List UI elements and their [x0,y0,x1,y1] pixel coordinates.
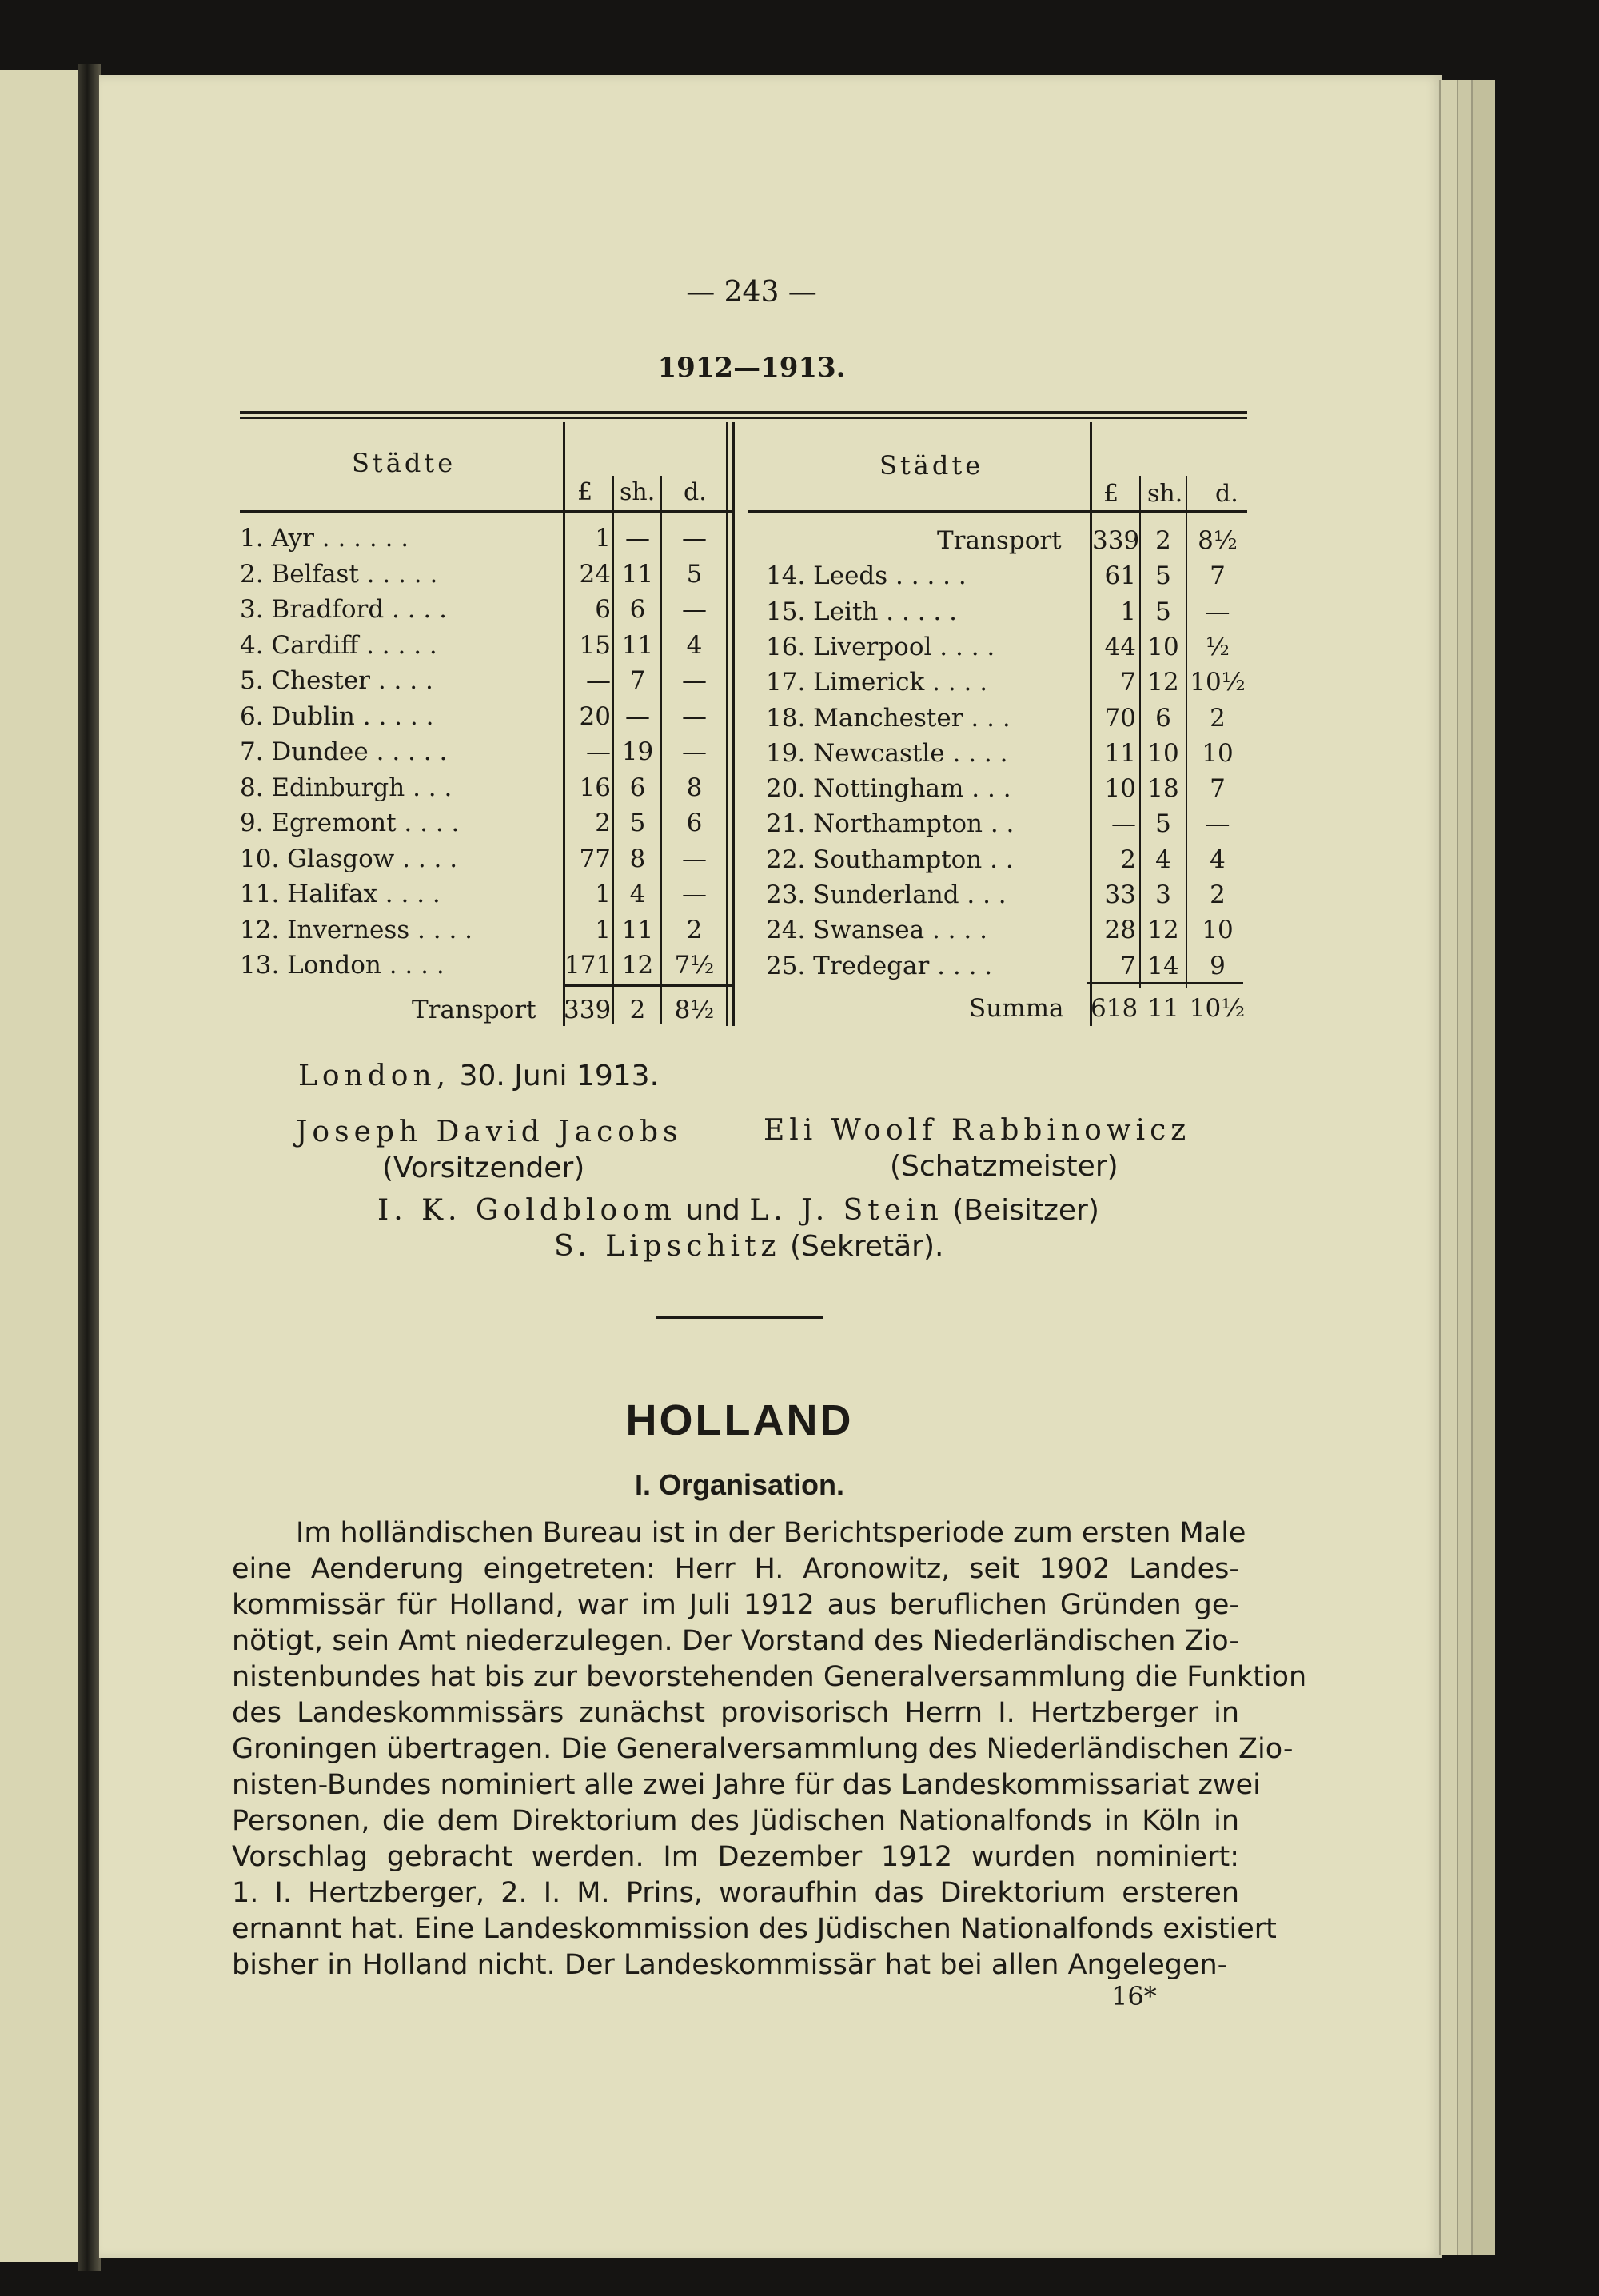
left-page-edge [0,70,80,2262]
table-cell-pound: 339 [1092,526,1140,555]
table-row-label: 18. Manchester . . . [766,703,1011,733]
table-row-label: 11. Halifax . . . . [240,880,441,908]
table-cell-shilling: 11 [621,915,654,944]
table-cell-pound: 1 [595,524,611,553]
role-vorsitzender: (Vorsitzender) [382,1152,585,1184]
table-row-label: 8. Edinburgh . . . [240,773,453,802]
summa-pence: 10½ [1189,994,1246,1023]
paragraph-line: Im holländischen Bureau ist in der Berichtsperiode zum ersten Male [296,1517,1246,1549]
table-middle-rule [732,422,735,1026]
role-sekretaer: (Sekretär). [789,1230,944,1263]
und: und [685,1194,740,1227]
table-cell-pound: 44 [1104,632,1136,661]
table-cell-pound: 7 [1120,951,1136,980]
table-row-label: 6. Dublin . . . . . [240,701,434,731]
table-cell-pence: ½ [1205,632,1230,661]
table-cell-pound: 15 [579,630,611,660]
table-cell-pound: 77 [579,844,611,873]
signature-stein: L. J. Stein [749,1194,943,1227]
table-row-label: 15. Leith . . . . . [766,597,957,626]
table-cell-pound: 28 [1104,916,1136,945]
table-row-label: 20. Nottingham . . . [766,774,1011,804]
table-cell-pound: 20 [579,701,611,731]
table-row-label: 24. Swansea . . . . [766,916,987,945]
table-row-label: 14. Leeds . . . . . [766,561,967,591]
table-cell-shilling: 7 [629,666,646,695]
table-row-label: 17. Limerick . . . . [766,668,988,697]
table-cell-pence: — [1205,809,1230,839]
paragraph-line: nistenbundes hat bis zur bevorstehenden Generalversammlung die Funktion [232,1661,1307,1693]
table-cell-shilling: 6 [1155,703,1171,733]
paragraph-line: bisher in Holland nicht. Der Landeskommissär hat bei allen Angelegen- [232,1949,1228,1981]
page-edge [1471,80,1495,2255]
table-cell-pence: — [682,524,707,553]
table-cell-pound: — [586,737,611,766]
page-number: — 243 — [686,276,817,309]
place: London, [298,1060,451,1092]
table-cell-pound: 1 [1120,597,1136,626]
table-cell-pound: — [586,666,611,695]
section-divider [656,1316,823,1319]
table-cell-pence: — [1205,597,1230,626]
table-cell-shilling: 3 [1155,880,1171,909]
subtotal-rule-left [564,984,732,987]
table-row-label: 5. Chester . . . . [240,666,433,695]
table-cell-shilling: 5 [1155,809,1171,839]
table-cell-pence: 7½ [674,951,715,980]
table-cell-pound: 1 [595,915,611,944]
subtotal-rule-right [1087,982,1243,984]
signature-line-sekretaer [554,1230,943,1263]
table-row-label: Transport [937,526,1062,555]
table-cell-pound: 10 [1104,774,1136,804]
table-row-label: 13. London . . . . [240,951,445,980]
table-cell-pence: 2 [1210,703,1226,733]
table-cell-shilling: 5 [1155,597,1171,626]
table-middle-rule [726,422,728,1026]
signature-rabbinowicz: Eli Woolf Rabbinowicz [764,1114,1191,1147]
paragraph-line: 1. I. Hertzberger, 2. I. M. Prins, woraufhin das Direktorium ersteren [232,1877,1239,1909]
table-cell-shilling: 12 [1147,668,1179,697]
left-transport-label: Transport [412,996,536,1024]
header-shilling-right: sh. [1147,480,1183,508]
table-cell-pence: 2 [686,915,703,944]
year-heading: 1912—1913. [657,352,846,384]
paragraph-line: des Landeskommissärs zunächst provisorisch Herrn I. Hertzberger in [232,1697,1239,1729]
table-cell-shilling: 11 [621,630,654,660]
summa-shilling: 11 [1147,994,1179,1023]
table-row-label: 23. Sunderland . . . [766,880,1007,909]
table-cell-pence: — [682,701,707,731]
table-cell-pence: 8½ [1198,526,1238,555]
header-staedte-right: Städte [879,450,984,481]
role-beisitzer: (Beisitzer) [952,1194,1099,1227]
table-cell-pound: 171 [564,951,612,980]
table-row-label: 10. Glasgow . . . . [240,844,458,873]
left-transport-pence: 8½ [674,996,715,1024]
table-cell-shilling: 4 [629,880,646,908]
table-cell-shilling: 6 [629,595,646,624]
table-cell-pence: — [682,844,707,873]
table-cell-pence: 7 [1210,774,1226,804]
table-cell-shilling: 6 [629,773,646,802]
table-cell-shilling: — [625,701,650,731]
table-cell-pound: 70 [1104,703,1136,733]
left-transport-shilling: 2 [629,996,646,1024]
table-cell-pence: 7 [1210,561,1226,591]
header-pence-right: d. [1215,480,1238,508]
table-cell-pence: 8 [686,773,703,802]
table-cell-shilling: 10 [1147,738,1179,768]
header-staedte-left: Städte [352,448,457,478]
header-shilling-left: sh. [620,478,656,506]
table-cell-shilling: 18 [1147,774,1179,804]
table-top-rule [240,417,1247,419]
table-row-label: 9. Egremont . . . . [240,809,460,837]
table-cell-shilling: 12 [1147,916,1179,945]
table-row-label: 22. Southampton . . [766,845,1014,874]
table-row-label: 19. Newcastle . . . . [766,738,1008,768]
section-title: HOLLAND [625,1396,854,1444]
table-cell-shilling: 11 [621,559,654,589]
table-cell-pound: 1 [595,880,611,908]
table-cell-pound: 61 [1104,561,1136,591]
signature-line-beisitzer [377,1194,1099,1227]
table-cell-pence: — [682,595,707,624]
table-cell-pence: 6 [686,809,703,837]
table-cell-pence: 10 [1202,738,1234,768]
header-rule-right [748,510,1247,513]
table-cell-pence: 9 [1210,951,1226,980]
place-date [298,1060,659,1092]
table-cell-pound: 33 [1104,880,1136,909]
table-row-label: 3. Bradford . . . . [240,595,447,624]
header-rule-left [240,510,732,513]
table-cell-shilling: 5 [629,809,646,837]
table-cell-pence: — [682,737,707,766]
left-transport-pound: 339 [564,996,612,1024]
paragraph-line: kommissär für Holland, war im Juli 1912 aus beruflichen Gründen ge- [232,1589,1239,1621]
table-row-label: 25. Tredegar . . . . [766,951,993,980]
paragraph-line: nötigt, sein Amt niederzulegen. Der Vorstand des Niederländischen Zio- [232,1625,1239,1657]
signature-jacobs: Joseph David Jacobs [296,1116,683,1148]
table-cell-pound: 2 [1120,845,1136,874]
table-cell-pence: 4 [1210,845,1226,874]
table-cell-pound: — [1111,809,1136,839]
table-row-label: 1. Ayr . . . . . . [240,524,409,553]
table-cell-pence: 10 [1202,916,1234,945]
body-paragraph [232,1515,1307,1983]
paragraph-line: ernannt hat. Eine Landeskommission des Jüdischen Nationalfonds existiert [232,1913,1277,1945]
summa-label: Summa [969,994,1064,1023]
summa-pound: 618 [1091,994,1138,1023]
paragraph-line: Personen, die dem Direktorium des Jüdischen Nationalfonds in Köln in [232,1805,1239,1837]
signature-goldbloom: I. K. Goldbloom [377,1194,676,1227]
table-cell-pence: 5 [686,559,703,589]
table-cell-pound: 11 [1104,738,1136,768]
table-row-label: 4. Cardiff . . . . . [240,630,437,660]
table-cell-shilling: 4 [1155,845,1171,874]
col-rule [612,476,614,1024]
signature-mark: 16* [1111,1981,1157,2011]
table-cell-shilling: 10 [1147,632,1179,661]
table-row-label: 16. Liverpool . . . . [766,632,995,661]
table-top-rule [240,411,1247,414]
signature-lipschitz: S. Lipschitz [554,1230,781,1263]
table-cell-shilling: 5 [1155,561,1171,591]
role-schatzmeister: (Schatzmeister) [890,1150,1119,1183]
table-cell-shilling: — [625,524,650,553]
table-cell-pence: — [682,880,707,908]
table-cell-pence: 4 [686,630,703,660]
table-cell-pence: 10½ [1190,668,1246,697]
paragraph-line: nisten-Bundes nominiert alle zwei Jahre für das Landeskommissariat zwei [232,1769,1261,1801]
table-cell-pound: 2 [595,809,611,837]
table-row-label: 7. Dundee . . . . . [240,737,448,766]
table-row-label: 21. Northampton . . [766,809,1015,839]
table-cell-shilling: 19 [621,737,654,766]
table-cell-pound: 16 [579,773,611,802]
table-cell-shilling: 8 [629,844,646,873]
book-gutter [78,64,101,2271]
paragraph-line: Groningen übertragen. Die Generalversammlung des Niederländischen Zio- [232,1733,1294,1765]
paragraph-line: Vorschlag gebracht werden. Im Dezember 1912 wurden nominiert: [232,1841,1239,1873]
table-row-label: 12. Inverness . . . . [240,915,473,944]
header-pence-left: d. [684,478,707,506]
table-cell-pound: 7 [1120,668,1136,697]
table-cell-shilling: 12 [621,951,654,980]
table-cell-pence: 2 [1210,880,1226,909]
table-cell-pence: — [682,666,707,695]
paragraph-line: eine Aenderung eingetreten: Herr H. Aronowitz, seit 1902 Landes- [232,1553,1239,1585]
table-cell-pound: 24 [579,559,611,589]
subsection-title: I. Organisation. [634,1468,845,1501]
header-pound-right: £ [1103,480,1119,508]
table-cell-shilling: 2 [1155,526,1171,555]
col-rule [660,476,662,1024]
table-cell-shilling: 14 [1147,951,1179,980]
date: 30. Juni 1913. [459,1060,660,1092]
col-rule-spacer [661,488,663,489]
header-pound-left: £ [577,478,593,506]
table-row-label: 2. Belfast . . . . . [240,559,438,589]
col-rule [1186,476,1187,988]
table-cell-pound: 6 [595,595,611,624]
